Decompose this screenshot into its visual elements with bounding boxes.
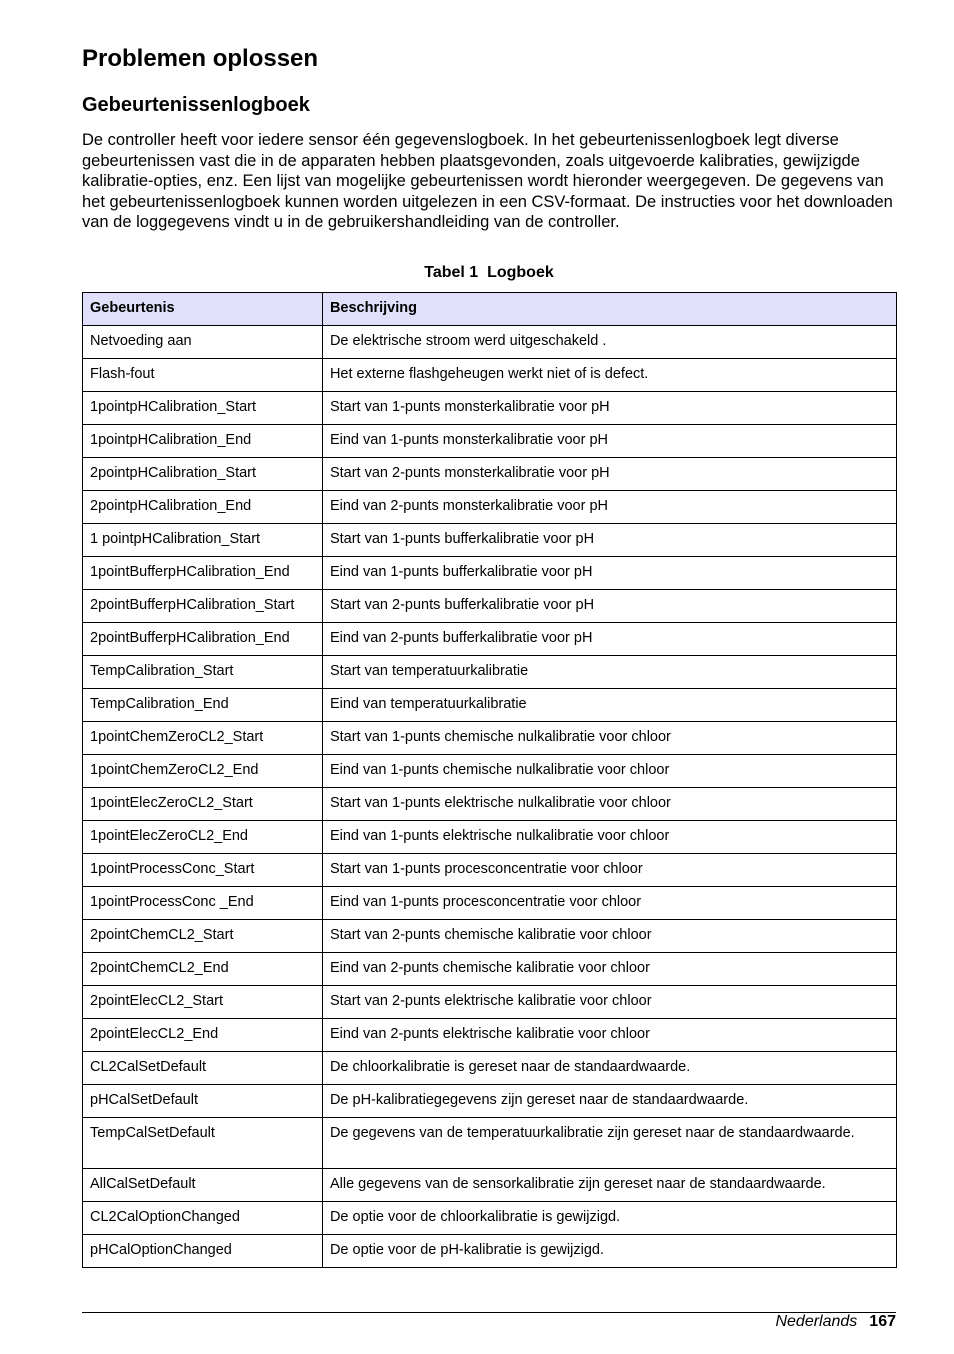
event-cell: TempCalSetDefault	[83, 1118, 323, 1169]
description-cell: Start van 1-punts monsterkalibratie voor pH	[322, 392, 896, 425]
description-cell: Eind van 2-punts elektrische kalibratie voor chloor	[322, 1019, 896, 1052]
footer-language: Nederlands	[775, 1313, 858, 1330]
description-cell: Start van 2-punts bufferkalibratie voor pH	[322, 590, 896, 623]
event-cell: AllCalSetDefault	[83, 1169, 323, 1202]
table-body	[83, 326, 897, 1268]
section-title: Gebeurtenissenlogboek	[82, 94, 310, 116]
table-caption	[82, 262, 896, 284]
description-cell: Eind van 1-punts bufferkalibratie voor pH	[322, 557, 896, 590]
table-row	[83, 1085, 897, 1118]
table-row	[83, 986, 897, 1019]
table-row	[83, 590, 897, 623]
description-cell: Eind van 1-punts chemische nulkalibratie voor chloor	[322, 755, 896, 788]
page-title: Problemen oplossen	[82, 45, 319, 72]
table-row	[83, 722, 897, 755]
description-cell: Eind van 1-punts monsterkalibratie voor pH	[322, 425, 896, 458]
table-row	[83, 524, 897, 557]
description-cell: Start van 1-punts bufferkalibratie voor pH	[322, 524, 896, 557]
event-cell: Flash-fout	[83, 359, 323, 392]
table-row	[83, 425, 897, 458]
table-row	[83, 1169, 897, 1202]
table-row	[83, 887, 897, 920]
table-row	[83, 1202, 897, 1235]
table-row	[83, 755, 897, 788]
description-cell: De elektrische stroom werd uitgeschakeld .	[322, 326, 896, 359]
event-cell: 2pointChemCL2_Start	[83, 920, 323, 953]
table-caption-label: Tabel 1	[424, 264, 479, 281]
table-row	[83, 1118, 897, 1169]
description-cell: Start van 2-punts elektrische kalibratie voor chloor	[322, 986, 896, 1019]
event-cell: CL2CalSetDefault	[83, 1052, 323, 1085]
description-cell: De chloorkalibratie is gereset naar de standaardwaarde.	[322, 1052, 896, 1085]
event-cell: 1pointChemZeroCL2_Start	[83, 722, 323, 755]
intro-paragraph: De controller heeft voor iedere sensor één gegevenslogboek. In het gebeurtenissenlogboek legt diverse gebeurtenissen vast die in de apparaten hebben plaatsgevonden, zoals uitgevoerde kalibraties, gewijzigde kalibratie-opties, enz. Een lijst van mogelijke gebeurtenissen wordt hieronder weergegeven. De gegevens van het gebeurtenissenlogboek kunnen worden uitgelezen in een CSV-formaat. De instructies voor het downloaden van de loggegevens vindt u in de gebruikershandleiding van de controller.	[82, 131, 893, 232]
table-row	[83, 491, 897, 524]
event-cell: 2pointpHCalibration_Start	[83, 458, 323, 491]
table-row	[83, 656, 897, 689]
table-row	[83, 557, 897, 590]
event-cell: 1pointProcessConc_Start	[83, 854, 323, 887]
event-cell: 1pointBufferpHCalibration_End	[83, 557, 323, 590]
table-row	[83, 359, 897, 392]
column-header-event: Gebeurtenis	[83, 293, 323, 326]
table-row	[83, 1052, 897, 1085]
page-footer	[775, 1312, 896, 1332]
column-header-description: Beschrijving	[322, 293, 896, 326]
description-cell: De pH-kalibratiegegevens zijn gereset naar de standaardwaarde.	[322, 1085, 896, 1118]
table-row	[83, 623, 897, 656]
event-cell: 1pointpHCalibration_Start	[83, 392, 323, 425]
event-cell: TempCalibration_End	[83, 689, 323, 722]
description-cell: Start van 2-punts monsterkalibratie voor pH	[322, 458, 896, 491]
event-cell: 1pointElecZeroCL2_End	[83, 821, 323, 854]
event-cell: 2pointChemCL2_End	[83, 953, 323, 986]
table-row	[83, 854, 897, 887]
table-caption-title: Logboek	[487, 264, 554, 281]
event-cell: 2pointElecCL2_End	[83, 1019, 323, 1052]
event-cell: pHCalOptionChanged	[83, 1235, 323, 1268]
description-cell: Start van 2-punts chemische kalibratie voor chloor	[322, 920, 896, 953]
description-cell: Eind van 2-punts monsterkalibratie voor pH	[322, 491, 896, 524]
table-row	[83, 821, 897, 854]
description-cell: De gegevens van de temperatuurkalibratie zijn gereset naar de standaardwaarde.	[322, 1118, 896, 1169]
description-cell: De optie voor de chloorkalibratie is gewijzigd.	[322, 1202, 896, 1235]
event-cell: 2pointBufferpHCalibration_End	[83, 623, 323, 656]
table-row	[83, 920, 897, 953]
table-row	[83, 689, 897, 722]
description-cell: Eind van 2-punts bufferkalibratie voor pH	[322, 623, 896, 656]
event-cell: 2pointpHCalibration_End	[83, 491, 323, 524]
page-number: 167	[869, 1313, 896, 1330]
description-cell: Eind van 1-punts elektrische nulkalibratie voor chloor	[322, 821, 896, 854]
description-cell: De optie voor de pH-kalibratie is gewijzigd.	[322, 1235, 896, 1268]
description-cell: Start van 1-punts elektrische nulkalibratie voor chloor	[322, 788, 896, 821]
event-cell: 2pointElecCL2_Start	[83, 986, 323, 1019]
description-cell: Start van temperatuurkalibratie	[322, 656, 896, 689]
event-cell: 1pointpHCalibration_End	[83, 425, 323, 458]
table-row	[83, 392, 897, 425]
description-cell: Het externe flashgeheugen werkt niet of is defect.	[322, 359, 896, 392]
event-cell: Netvoeding aan	[83, 326, 323, 359]
table-row	[83, 953, 897, 986]
description-cell: Eind van 1-punts procesconcentratie voor chloor	[322, 887, 896, 920]
table-row	[83, 326, 897, 359]
footer-divider	[82, 1312, 896, 1313]
event-cell: TempCalibration_Start	[83, 656, 323, 689]
table-row	[83, 1235, 897, 1268]
event-cell: 2pointBufferpHCalibration_Start	[83, 590, 323, 623]
event-cell: pHCalSetDefault	[83, 1085, 323, 1118]
description-cell: Start van 1-punts procesconcentratie voor chloor	[322, 854, 896, 887]
table-row	[83, 1019, 897, 1052]
description-cell: Eind van 2-punts chemische kalibratie voor chloor	[322, 953, 896, 986]
table-row	[83, 788, 897, 821]
table-row	[83, 458, 897, 491]
description-cell: Eind van temperatuurkalibratie	[322, 689, 896, 722]
event-log-table	[82, 292, 897, 1268]
event-cell: CL2CalOptionChanged	[83, 1202, 323, 1235]
event-cell: 1pointProcessConc _End	[83, 887, 323, 920]
event-cell: 1pointChemZeroCL2_End	[83, 755, 323, 788]
event-cell: 1pointElecZeroCL2_Start	[83, 788, 323, 821]
description-cell: Alle gegevens van de sensorkalibratie zijn gereset naar de standaardwaarde.	[322, 1169, 896, 1202]
table-header-row	[83, 293, 897, 326]
event-cell: 1 pointpHCalibration_Start	[83, 524, 323, 557]
description-cell: Start van 1-punts chemische nulkalibratie voor chloor	[322, 722, 896, 755]
